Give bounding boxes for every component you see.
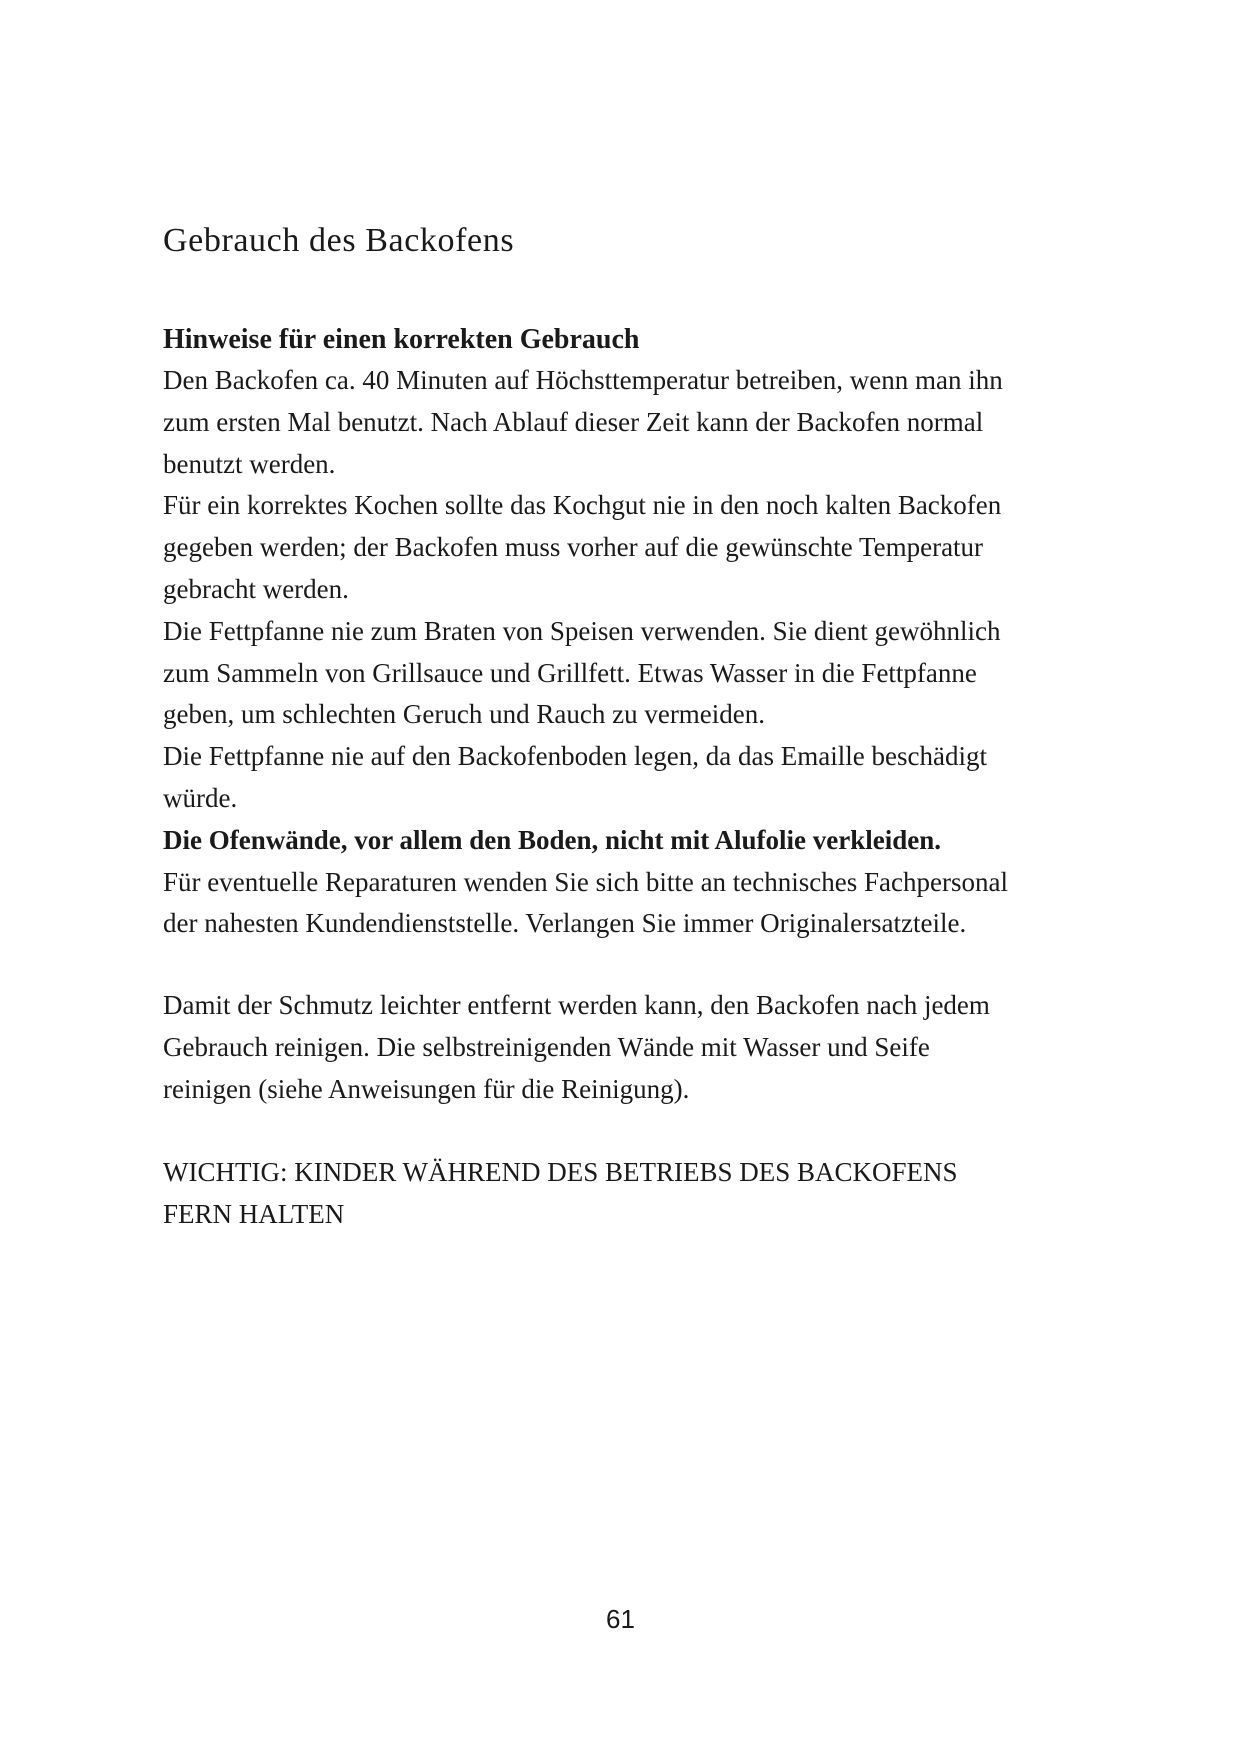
text-line: geben, um schlechten Geruch und Rauch zu vermeiden. bbox=[163, 699, 766, 730]
page-title: Gebrauch des Backofens bbox=[163, 222, 515, 259]
text-line: reinigen (siehe Anweisungen für die Reinigung). bbox=[163, 1073, 690, 1104]
text-line: zum Sammeln von Grillsauce und Grillfett. Etwas Wasser in die Fettpfanne bbox=[163, 657, 977, 688]
text-line: Für ein korrektes Kochen sollte das Kochgut nie in den noch kalten Backofen bbox=[163, 490, 1002, 521]
text-line: zum ersten Mal benutzt. Nach Ablauf dieser Zeit kann der Backofen normal bbox=[163, 406, 984, 437]
text-line: FERN HALTEN bbox=[163, 1198, 345, 1229]
text-line: Die Fettpfanne nie auf den Backofenboden legen, da das Emaille beschädigt bbox=[163, 741, 987, 772]
text-line: Damit der Schmutz leichter entfernt werden kann, den Backofen nach jedem bbox=[163, 990, 990, 1020]
text-line: Die Fettpfanne nie zum Braten von Speisen verwenden. Sie dient gewöhnlich bbox=[163, 615, 1001, 646]
text-line: Den Backofen ca. 40 Minuten auf Höchsttemperatur betreiben, wenn man ihn bbox=[163, 365, 1003, 395]
text-line: gegeben werden; der Backofen muss vorher auf die gewünschte Temperatur bbox=[163, 532, 984, 563]
child-safety-notice bbox=[163, 1152, 958, 1236]
text-line: Gebrauch reinigen. Die selbstreinigenden Wände mit Wasser und Seife bbox=[163, 1031, 930, 1062]
text-line: würde. bbox=[163, 782, 238, 813]
text-line: benutzt werden. bbox=[163, 448, 336, 479]
text-line: der nahesten Kundendienststelle. Verlangen Sie immer Originalersatzteile. bbox=[163, 908, 967, 939]
page-number: 61 bbox=[606, 1604, 635, 1634]
text-line: WICHTIG: KINDER WÄHREND DES BETRIEBS DES BACKOFENS bbox=[163, 1157, 958, 1187]
text-line: Für eventuelle Reparaturen wenden Sie sich bitte an technisches Fachpersonal bbox=[163, 866, 1008, 897]
usage-instructions bbox=[163, 360, 1008, 945]
cleaning-instructions bbox=[163, 985, 990, 1110]
text-line: gebracht werden. bbox=[163, 573, 349, 604]
aluminium-foil-warning: Die Ofenwände, vor allem den Boden, nicht mit Alufolie verkleiden. bbox=[163, 824, 941, 855]
section-heading: Hinweise für einen korrekten Gebrauch bbox=[163, 324, 640, 355]
